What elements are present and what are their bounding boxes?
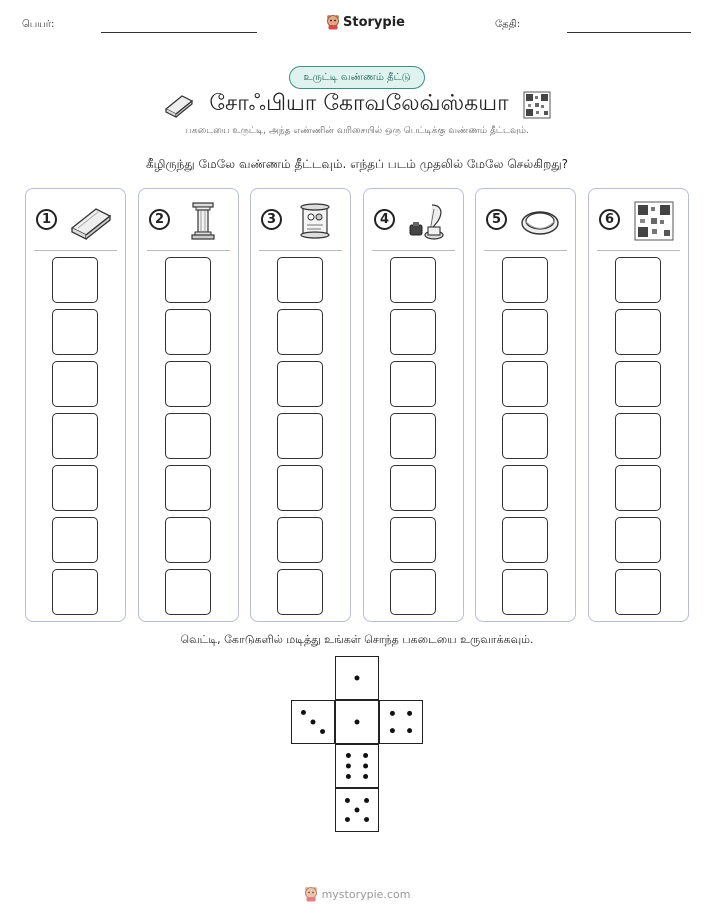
column-header [476, 189, 575, 251]
die-face-5 [335, 788, 379, 832]
color-box[interactable] [277, 517, 323, 563]
column-header [139, 189, 238, 251]
column-number: 2 [149, 209, 170, 230]
column-header [364, 189, 463, 251]
color-box[interactable] [615, 465, 661, 511]
color-box[interactable] [277, 413, 323, 459]
color-box[interactable] [277, 569, 323, 615]
storypie-mascot-icon [326, 14, 340, 30]
book-icon [66, 201, 114, 241]
column-1 [25, 188, 126, 622]
color-box[interactable] [52, 569, 98, 615]
color-box[interactable] [390, 465, 436, 511]
storypie-mascot-icon [304, 886, 318, 902]
color-box[interactable] [502, 309, 548, 355]
color-box[interactable] [502, 413, 548, 459]
book-icon [163, 92, 195, 118]
color-box[interactable] [390, 257, 436, 303]
color-box[interactable] [390, 309, 436, 355]
color-box[interactable] [615, 517, 661, 563]
color-box[interactable] [277, 361, 323, 407]
color-box[interactable] [277, 257, 323, 303]
die-face-3 [291, 700, 335, 744]
color-box[interactable] [277, 309, 323, 355]
die-face-1 [335, 656, 379, 700]
color-box[interactable] [52, 413, 98, 459]
footer [0, 886, 714, 902]
subtitle: பகடையை உருட்டி, அந்த எண்ணின் வரிசையில் ஒரு பெட்டிக்கு வண்ணம் தீட்டவும். [185, 126, 529, 136]
color-box[interactable] [615, 257, 661, 303]
date-line [567, 32, 691, 33]
color-box[interactable] [502, 465, 548, 511]
color-box[interactable] [615, 309, 661, 355]
color-box[interactable] [52, 257, 98, 303]
column-header [589, 189, 688, 251]
color-box[interactable] [615, 361, 661, 407]
color-box[interactable] [165, 517, 211, 563]
activity-badge: உருட்டி வண்ணம் தீட்டு [289, 66, 425, 89]
column-pillar-icon [179, 201, 227, 241]
column-3 [250, 188, 351, 622]
column-number: 4 [374, 209, 395, 230]
column-header [251, 189, 350, 251]
column-header [26, 189, 125, 251]
column-number: 6 [599, 209, 620, 230]
brand-logo [326, 14, 405, 30]
color-box[interactable] [390, 361, 436, 407]
color-box[interactable] [165, 309, 211, 355]
color-box[interactable] [52, 361, 98, 407]
footer-url[interactable]: mystorypie.com [321, 887, 411, 901]
column-divider [597, 250, 680, 251]
column-number: 1 [36, 209, 57, 230]
die-face-1 [335, 700, 379, 744]
color-box[interactable] [52, 465, 98, 511]
cut-instruction: வெட்டி, கோடுகளில் மடித்து உங்கள் சொந்த பகடையை உருவாக்கவும். [180, 633, 534, 646]
qr-code-icon [629, 201, 677, 241]
column-4 [363, 188, 464, 622]
color-box[interactable] [277, 465, 323, 511]
ring-icon [516, 201, 564, 241]
color-box[interactable] [52, 309, 98, 355]
color-box[interactable] [615, 413, 661, 459]
die-face-4 [379, 700, 423, 744]
inkwell-quill-icon [404, 201, 452, 241]
scroll-icon [291, 201, 339, 241]
column-divider [259, 250, 342, 251]
column-number: 5 [486, 209, 507, 230]
color-box[interactable] [502, 257, 548, 303]
color-box[interactable] [390, 413, 436, 459]
brand-name: Storypie [343, 14, 405, 30]
column-number: 3 [261, 209, 282, 230]
color-box[interactable] [165, 361, 211, 407]
color-box[interactable] [502, 361, 548, 407]
column-5 [475, 188, 576, 622]
column-divider [147, 250, 230, 251]
instruction-text: கீழிருந்து மேலே வண்ணம் தீட்டவும். எந்தப் படம் முதலில் மேலே செல்கிறது? [145, 157, 569, 171]
qr-code-icon [523, 91, 551, 119]
column-divider [484, 250, 567, 251]
column-divider [34, 250, 117, 251]
column-divider [372, 250, 455, 251]
color-box[interactable] [52, 517, 98, 563]
name-label: பெயர்: [22, 19, 55, 30]
name-line [101, 32, 257, 33]
color-box[interactable] [165, 569, 211, 615]
color-box[interactable] [390, 569, 436, 615]
date-label: தேதி: [495, 19, 521, 30]
column-6 [588, 188, 689, 622]
color-box[interactable] [502, 517, 548, 563]
color-box[interactable] [165, 465, 211, 511]
column-2 [138, 188, 239, 622]
color-box[interactable] [615, 569, 661, 615]
color-box[interactable] [502, 569, 548, 615]
color-box[interactable] [390, 517, 436, 563]
title-row [0, 88, 714, 122]
color-box[interactable] [165, 413, 211, 459]
die-face-6 [335, 744, 379, 788]
color-box[interactable] [165, 257, 211, 303]
page-title: சோஃபியா கோவலேவ்ஸ்கயா [209, 91, 509, 116]
